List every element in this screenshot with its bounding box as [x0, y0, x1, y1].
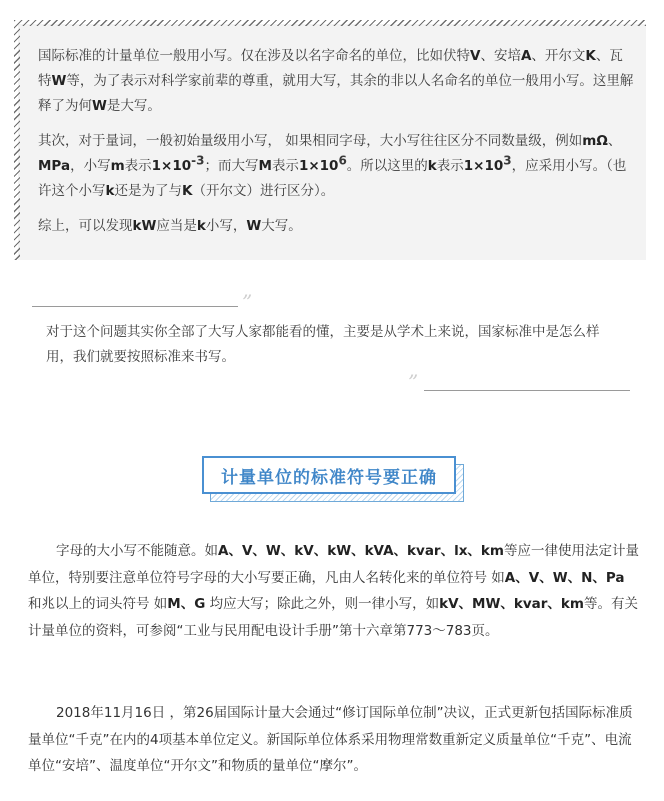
note-box-hatch-left — [14, 20, 20, 260]
quote-text: 对于这个问题其实你全部了大写人家都能看的懂，主要是从学术上来说，国家标准中是怎么样用，我们就要按照标准来书写。 — [46, 324, 600, 365]
quote-open-mark: ” — [242, 290, 253, 314]
note-paragraph-3: 综上，可以发现kW应当是k小写，W大写。 — [38, 218, 302, 234]
body-paragraph-2: 2018年11月16日 ，第26届国际计量大会通过“修订国际单位制”决议，正式更新包括国际标准质量单位“千克”在内的4项基本单位定义。新国际单位体系采用物理常数重新定义质量单位“千克”、电流单位“安培”、温度单位“开尔文”和物质的量单位“摩尔”。 — [28, 705, 633, 774]
note-content — [38, 44, 634, 249]
note-paragraph-1: 国际标准的计量单位一般用小写。仅在涉及以名字命名的单位，比如伏特V、安培A、开尔文K、瓦特W等，为了表示对科学家前辈的尊重，就用大写，其余的非以人名命名的单位一般用小写。这里解释了为何W是大写。 — [38, 48, 634, 114]
quote-rule-bottom — [424, 390, 630, 391]
note-paragraph-2: 其次，对于量词，一般初始量级用小写， 如果相同字母，大小写往往区分不同数量级，例如mΩ、MPa，小写m表示$1\times 10^{-3}$；而大写M表示$1\times 10^6$。所以这里的k表示$1\times 10^3$，应采用小写。（也许这个小写k还是为了与K（开尔文）进行区分）。 — [38, 133, 627, 199]
note-box-hatch-top — [14, 20, 646, 26]
body-paragraph-1: 字母的大小写不能随意。如A、V、W、kV、kW、kVA、kvar、lx、km等应一律使用法定计量单位，特别要注意单位符号字母的大小写要正确，凡由人名转化来的单位符号 如A、V、W、N、Pa 和兆以上的词头符号 如M、G 均应大写；除此之外，则一律小写，如kV、MW、kvar、km等。有关计量单位的资料，可参阅“工业与民用配电设计手册”第十六章第773～783页。 — [28, 543, 639, 639]
quote-close-mark: ” — [408, 370, 419, 394]
quote-rule-top — [32, 306, 238, 307]
section-heading: 计量单位的标准符号要正确 — [202, 456, 456, 494]
